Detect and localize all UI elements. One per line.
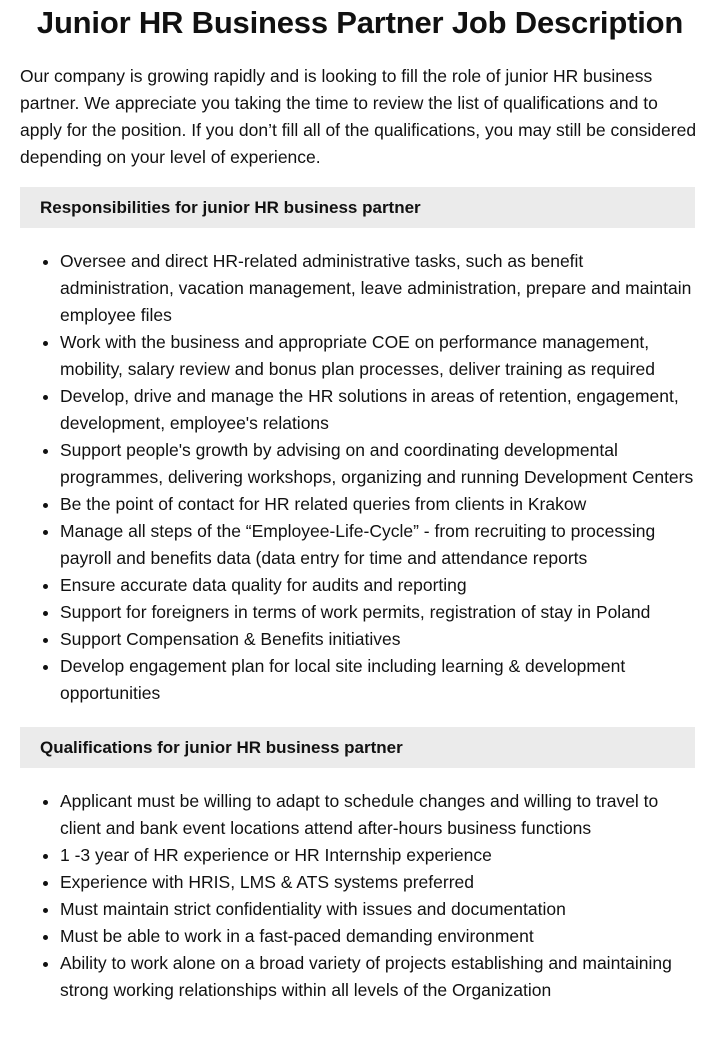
qualifications-list	[20, 788, 700, 1004]
list-item: • Must be able to work in a fast-paced demanding environment	[60, 923, 700, 950]
list-item: • Ability to work alone on a broad variety of projects establishing and maintaining strong working relationships within all levels of the Organization	[60, 950, 700, 1004]
list-item: • Develop engagement plan for local site including learning & development opportunities	[60, 653, 700, 707]
qualifications-heading: Qualifications for junior HR business partner	[20, 727, 695, 768]
list-item: • Develop, drive and manage the HR solutions in areas of retention, engagement, development, employee's relations	[60, 383, 700, 437]
page-title: Junior HR Business Partner Job Description	[36, 5, 684, 40]
list-item: • Manage all steps of the “Employee-Life-Cycle” - from recruiting to processing payroll and benefits data (data entry for time and attendance reports	[60, 518, 700, 572]
list-item: • Support Compensation & Benefits initiatives	[60, 626, 700, 653]
list-item: • Experience with HRIS, LMS & ATS systems preferred	[60, 869, 700, 896]
list-item: • Work with the business and appropriate COE on performance management, mobility, salary review and bonus plan processes, deliver training as required	[60, 329, 700, 383]
intro-paragraph: Our company is growing rapidly and is looking to fill the role of junior HR business partner. We appreciate you taking the time to review the list of qualifications and to apply for the position. If you don’t fill all of the qualifications, you may still be considered depending on your level of experience.	[20, 66, 697, 167]
list-item: • Support people's growth by advising on and coordinating developmental programmes, delivering workshops, organizing and running Development Centers	[60, 437, 700, 491]
list-item: • Must maintain strict confidentiality with issues and documentation	[60, 896, 700, 923]
list-item: • Ensure accurate data quality for audits and reporting	[60, 572, 700, 599]
list-item: • 1 -3 year of HR experience or HR Internship experience	[60, 842, 700, 869]
list-item: • Applicant must be willing to adapt to schedule changes and willing to travel to client and bank event locations attend after-hours business functions	[60, 788, 700, 842]
list-item: • Oversee and direct HR-related administrative tasks, such as benefit administration, vacation management, leave administration, prepare and maintain employee files	[60, 248, 700, 329]
responsibilities-list	[20, 248, 700, 707]
list-item: • Support for foreigners in terms of work permits, registration of stay in Poland	[60, 599, 700, 626]
list-item: • Be the point of contact for HR related queries from clients in Krakow	[60, 491, 700, 518]
responsibilities-heading: Responsibilities for junior HR business partner	[20, 187, 695, 228]
